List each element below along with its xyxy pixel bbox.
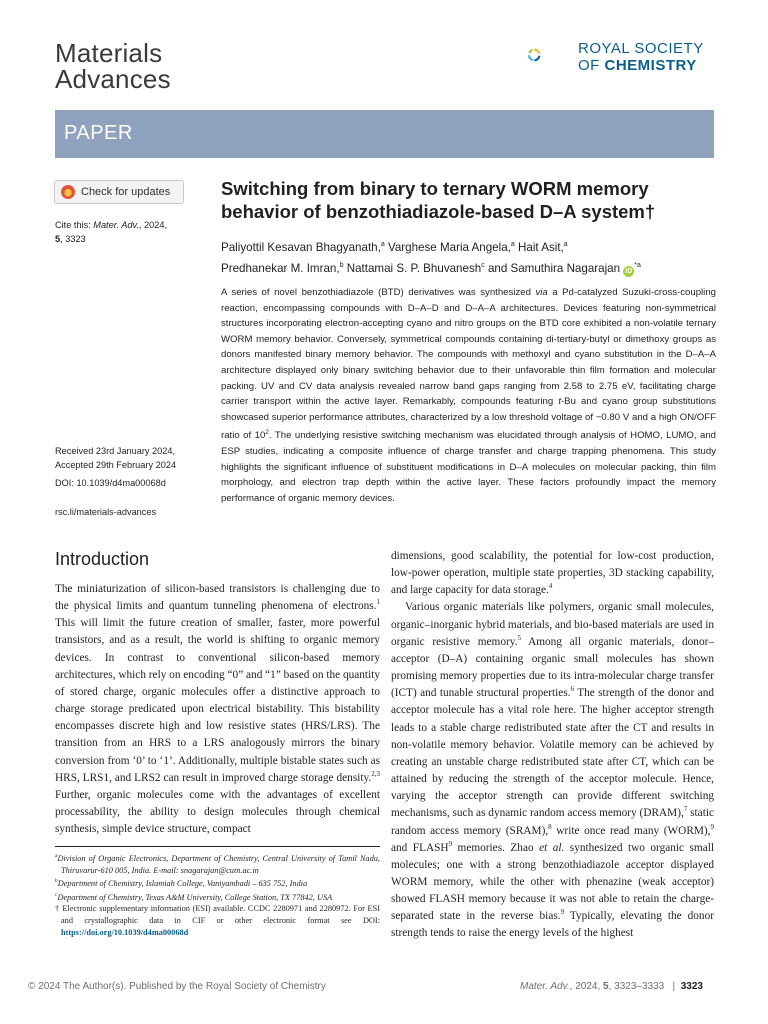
crossmark-icon	[61, 185, 75, 199]
title-line2: behavior of benzothiadiazole-based D–A system†	[221, 201, 656, 222]
journal-title-line2: Advances	[55, 64, 171, 94]
citation-ref[interactable]: 6	[570, 685, 575, 694]
footnotes	[55, 851, 380, 939]
article-type-label: PAPER	[64, 122, 133, 144]
citation-ref[interactable]: 9	[560, 908, 565, 917]
affiliation-c: $^c$Department of Chemistry, Texas A&M University, College Station, TX 77842, USA	[55, 891, 333, 902]
body-column-right	[391, 548, 714, 943]
intro-paragraph: The miniaturization of silicon-based transistors is challenging due to the physical limits and quantum tunneling phenomena of electrons.$^1$ This will limit the future creation of smaller, faster, more powerful transistors, and as a result, the world is shifting to organic memory devices. In contrast to conventional silicon-based memory architectures, which rely on encoding “0” and “1” based on the quantity of stored charge, organic molecules offer a distinctive approach to charge storage predicated upon electrical bistability. This bistability encompasses discrete high and low resistive states (HRS/LRS). The transition from an HRS to a LRS analogously mirrors the binary conversion from ‘0’ to ‘1’. Additionally, multiple bistable states such as HRS, LRS1, and LRS2 can result in improved charge storage density.$^{2,3}$ Further, organic molecules come with the advantages of excellent processability, the ability to design molecules through chemical synthesis, simple device structure, compact	[55, 583, 380, 836]
journal-title	[55, 40, 171, 92]
journal-title-line1: Materials	[55, 38, 163, 68]
citation-ref[interactable]: 5	[517, 634, 521, 643]
author-name[interactable]: Paliyottil Kesavan Bhagyanath,	[221, 240, 381, 254]
author-list: Paliyottil Kesavan Bhagyanath,$^a$ Varghese Maria Angela,$^a$ Hait Asit,$^a$ Predhanekar M. Imran,$^b$ Nattamai S. P. Bhuvanesh$^c$ and Samuthira Nagarajan $iD^{*a}$	[221, 240, 641, 275]
citation-info: Cite this: Mater. Adv., 2024, 5, 3323	[55, 220, 168, 244]
author-name[interactable]: Nattamai S. P. Bhuvanesh	[346, 261, 482, 275]
orcid-icon[interactable]: iD	[625, 267, 633, 275]
accepted-date: Accepted 29th February 2024	[55, 459, 177, 470]
author-name[interactable]: Varghese Maria Angela,	[387, 240, 511, 254]
author-name[interactable]: and Samuthira Nagarajan	[487, 261, 621, 275]
doi-link[interactable]: DOI: 10.1039/d4ma00068d	[55, 478, 166, 488]
citation-ref[interactable]: 7	[683, 805, 688, 814]
article-type-banner	[55, 110, 714, 158]
received-date: Received 23rd January 2024,	[55, 446, 176, 456]
footnote-divider	[55, 846, 380, 847]
check-for-updates-button[interactable]	[54, 180, 184, 204]
esi-doi-link[interactable]: https://doi.org/10.1039/d4ma00068d	[61, 928, 189, 938]
title-line1: Switching from binary to ternary WORM memory	[221, 178, 649, 199]
author-name[interactable]: Predhanekar M. Imran,	[221, 261, 340, 275]
citation-footer: Mater. Adv., 2024, 5, 3323–3333 | 3323	[520, 981, 703, 992]
citation-ref[interactable]: 1	[376, 598, 380, 607]
affiliation-a: $^a$Division of Organic Electronics, Department of Chemistry, Central University of Tamil Nadu, Thiruvarur-610 005, India. E-mail: snagarajan@cutn.ac.in	[55, 853, 380, 875]
copyright-footer: © 2024 The Author(s). Published by the Royal Society of Chemistry	[28, 981, 326, 992]
dates-info	[55, 445, 195, 472]
intro-paragraph: Various organic materials like polymers, organic small molecules, organic–inorganic hybrid materials, and bio-based materials are used in organic resistive memory.$^5$ Among all organic materials, donor–acceptor (D–A) containing organic small molecules has shown promising memory properties due to its intra-molecular charge transfer (ICT) and tunable structural properties.$^6$ The strength of the donor and acceptor molecule has a vital role here. The higher acceptor strength leads to a stable charge redistributed state after the CT and results in non-volatile memory behavior. Volatile memory can be achieved by creating an unstable charge redistributed state after CT, which can be attained by reducing the strength of the acceptor molecule. Hence, varying the acceptor strength can provide different switching mechanisms, such as dynamic random access memory (DRAM),$^7$ static random access memory (SRAM),$^8$ write once read many (WORM),$^9$ and FLASH$^9$ memories. Zhao et al. synthesized two organic small molecules; one with a strong benzothiadiazole acceptor displayed WORM memory, while the other with phenazine (weak acceptor) showed FLASH memory because it was not able to retain the charge-separated state in the reverse bias.$^9$ Typically, elevating the donor strength tends to raise the energy levels of the highest	[391, 601, 715, 940]
body-column-left	[55, 581, 380, 838]
citation-ref[interactable]: 8	[548, 822, 552, 831]
abstract: A series of novel benzothiadiazole (BTD) derivatives was synthesized via a Pd-catalyzed Suzuki-cross-coupling reaction, encompassing compounds with D–A–D and D–A–A architectures. Devices featuring non-symmetrical structures incorporating electron-accepting cyano and nitro groups on the BTD core exhibited a non-volatile ternary WORM memory behavior. Conversely, symmetrical compounds containing di-tertiary-butyl or dimethoxy groups as donors manifested binary memory behavior. The compounds with methoxyl and cyano substitution in the D–A–A architecture displayed only binary switching behavior due to their unfavorable thin film formation and molecular packing. UV and CV data analysis revealed narrow band gaps ranging from 2.58 to 2.75 eV, facilitating charge carrier transport within the active layer. Remarkably, compounds featuring t-Bu and cyano group substitutions showcased superior performance attributes, characterized by a low threshold voltage of −0.80 V and a high ON/OFF ratio of $10^2$. The underlying resistive switching mechanism was elucidated through analysis of HOMO, LUMO, and ESP studies, indicating a composite influence of charge transfer and charge trapping phenomena. This study highlights the significant influence of substituent modifications in D–A molecules on molecular packing, thin film morphology, and electron trap depth within the active layer. These factors profoundly impact the memory performance of organic memory devices.	[221, 287, 716, 504]
rsc-logo-icon	[528, 30, 576, 80]
publisher-name	[578, 40, 704, 74]
affiliation-b: $^b$Department of Chemistry, Islamiah College, Vaniyambadi – 635 752, India	[55, 878, 308, 889]
publisher-line1: ROYAL SOCIETY	[578, 40, 704, 57]
citation-ref[interactable]: 9	[448, 839, 453, 848]
section-heading-introduction: Introduction	[55, 549, 150, 569]
page-number: 3323	[680, 981, 703, 992]
intro-paragraph: dimensions, good scalability, the potential for low-cost production, low-power operation, multiple state properties, 3D stacking capability, and large capacity for data storage.$^4$	[391, 550, 714, 597]
publisher-line2: OF CHEMISTRY	[578, 57, 697, 74]
check-for-updates-label: Check for updates	[81, 186, 171, 198]
article-title	[221, 177, 716, 223]
journal-url-link[interactable]: rsc.li/materials-advances	[55, 507, 157, 517]
author-name[interactable]: Hait Asit,	[518, 240, 564, 254]
esi-note: † Electronic supplementary information (ESI) available. CCDC 2280971 and 2280972. For ESI and crystallographic data in CIF or other electronic format see DOI: https://doi.org/10.1039/d4ma00068d	[55, 904, 380, 938]
citation-ref[interactable]: 4	[548, 582, 553, 591]
citation-ref[interactable]: 9	[710, 822, 714, 831]
citation-ref[interactable]: 2,3	[371, 769, 380, 778]
